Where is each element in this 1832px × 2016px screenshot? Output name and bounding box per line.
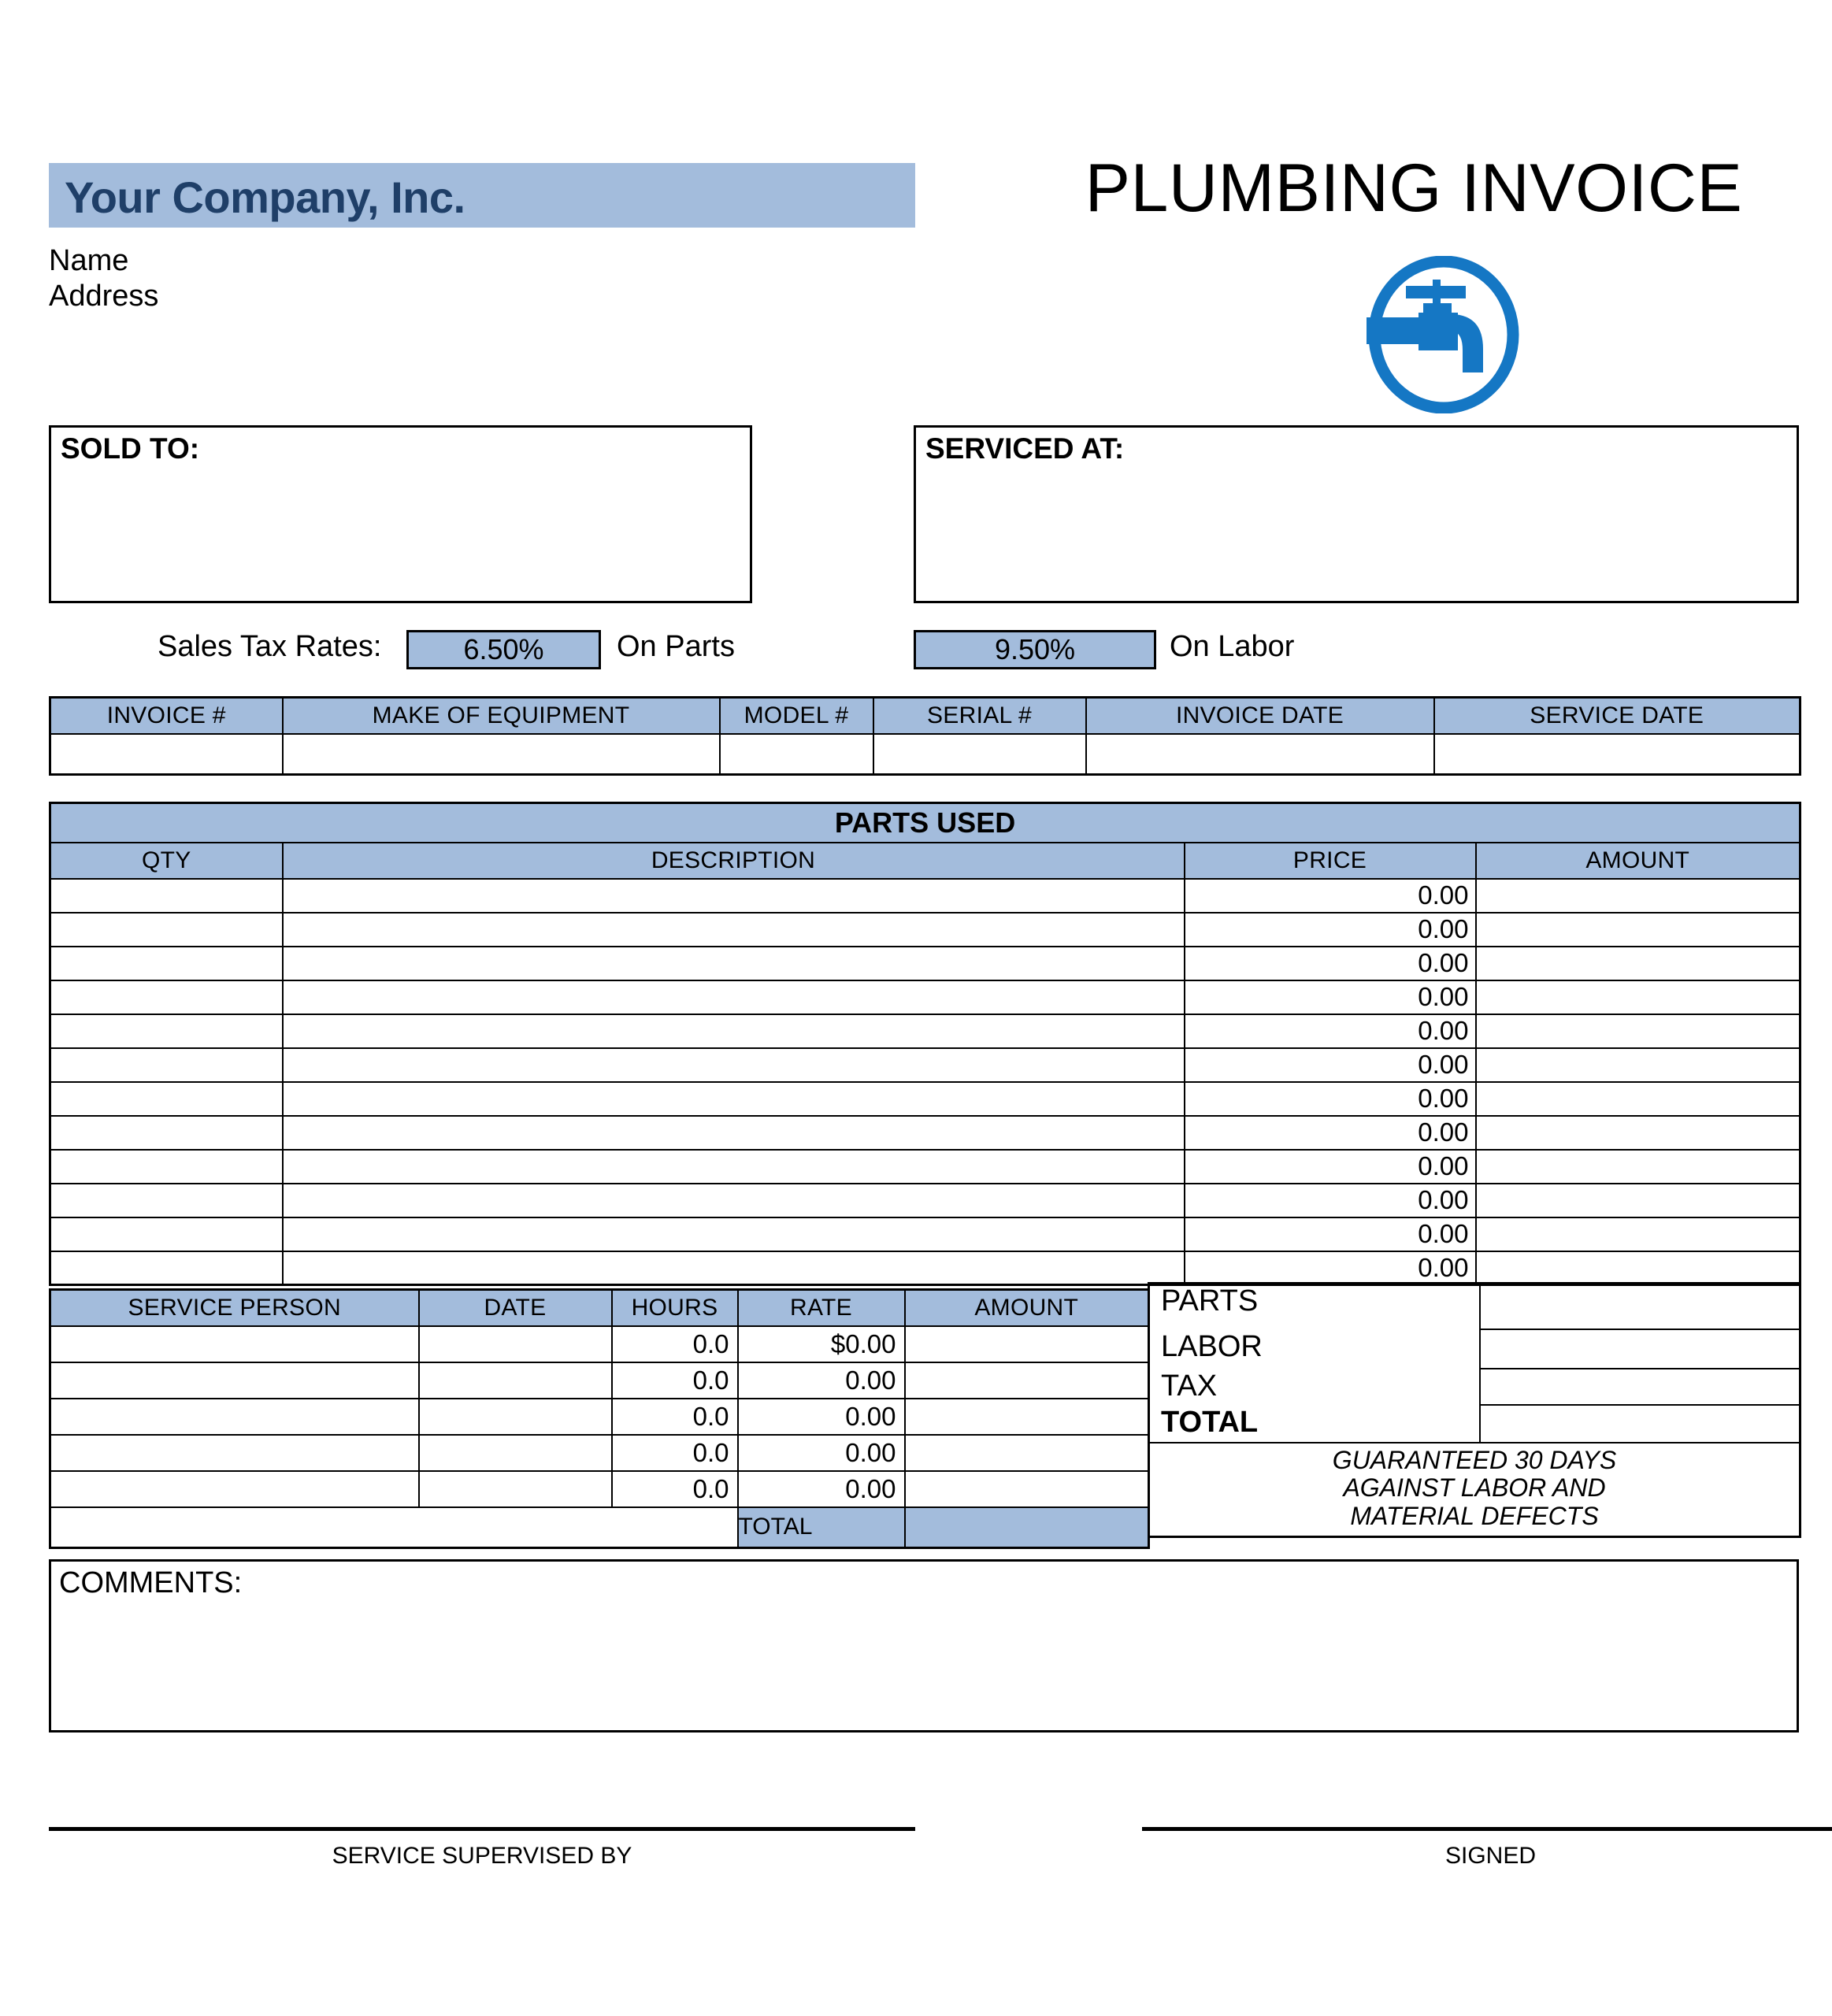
- tax-total-label: TAX: [1161, 1369, 1218, 1403]
- cell-description[interactable]: [283, 1217, 1185, 1251]
- col-date: DATE: [419, 1290, 612, 1326]
- cell-qty[interactable]: [50, 879, 283, 913]
- cell-service-person[interactable]: [50, 1362, 419, 1399]
- table-row: [50, 1150, 1800, 1184]
- col-service-person: SERVICE PERSON: [50, 1290, 419, 1326]
- spacer-cell: [612, 1507, 738, 1548]
- cell-date[interactable]: [419, 1435, 612, 1471]
- guarantee-line-2: AGAINST LABOR AND: [1343, 1473, 1606, 1503]
- col-hours: HOURS: [612, 1290, 738, 1326]
- cell-description[interactable]: [283, 980, 1185, 1014]
- table-row: [50, 1082, 1800, 1116]
- cell-amount[interactable]: [1476, 1150, 1800, 1184]
- cell-rate[interactable]: 0.00: [738, 1399, 905, 1435]
- cell-service-person[interactable]: [50, 1435, 419, 1471]
- grand-total-label: TOTAL: [1161, 1406, 1259, 1439]
- signed-signature-line[interactable]: [1142, 1827, 1832, 1831]
- cell-price[interactable]: 0.00: [1185, 913, 1476, 947]
- table-row: [50, 1184, 1800, 1217]
- service-rows: [50, 1326, 1149, 1507]
- cell-hours[interactable]: 0.0: [612, 1471, 738, 1507]
- cell-service-person[interactable]: [50, 1471, 419, 1507]
- totals-panel: [1148, 1282, 1801, 1538]
- cell-qty[interactable]: [50, 1251, 283, 1285]
- cell-rate[interactable]: $0.00: [738, 1326, 905, 1362]
- parts-used-table: [49, 802, 1801, 1286]
- table-row: [50, 1399, 1149, 1435]
- invoice-detail-table: [49, 696, 1801, 776]
- cell-date[interactable]: [419, 1471, 612, 1507]
- service-total-row: [50, 1507, 1149, 1548]
- cell-hours[interactable]: 0.0: [612, 1399, 738, 1435]
- cell-amount[interactable]: [905, 1326, 1149, 1362]
- cell-qty[interactable]: [50, 1184, 283, 1217]
- cell-rate[interactable]: 0.00: [738, 1362, 905, 1399]
- sold-to-label: SOLD TO:: [61, 432, 200, 465]
- col-price: PRICE: [1185, 843, 1476, 879]
- parts-rows: [50, 879, 1800, 1285]
- cell-hours[interactable]: 0.0: [612, 1326, 738, 1362]
- cell-amount[interactable]: [1476, 1082, 1800, 1116]
- cell-qty[interactable]: [50, 980, 283, 1014]
- cell-qty[interactable]: [50, 913, 283, 947]
- cell-serial-number[interactable]: [873, 734, 1086, 775]
- guarantee-line-3: MATERIAL DEFECTS: [1350, 1502, 1599, 1531]
- guarantee-note: [1149, 1443, 1800, 1537]
- cell-price[interactable]: 0.00: [1185, 1014, 1476, 1048]
- table-row: [50, 1116, 1800, 1150]
- cell-description[interactable]: [283, 1251, 1185, 1285]
- cell-description[interactable]: [283, 1048, 1185, 1082]
- cell-qty[interactable]: [50, 947, 283, 980]
- cell-amount[interactable]: [1476, 947, 1800, 980]
- spacer-cell: [419, 1507, 612, 1548]
- comments-box[interactable]: [49, 1559, 1799, 1732]
- table-row: [50, 1048, 1800, 1082]
- table-row: [50, 734, 1800, 775]
- col-make-of-equipment: MAKE OF EQUIPMENT: [283, 698, 720, 734]
- tax-total-value[interactable]: [1480, 1369, 1800, 1405]
- parts-section-title-row: [50, 803, 1800, 843]
- cell-service-date[interactable]: [1434, 734, 1800, 775]
- company-name: Your Company, Inc.: [65, 172, 465, 222]
- cell-amount[interactable]: [1476, 1251, 1800, 1285]
- cell-price[interactable]: 0.00: [1185, 1048, 1476, 1082]
- cell-qty[interactable]: [50, 1116, 283, 1150]
- cell-date[interactable]: [419, 1326, 612, 1362]
- col-qty: QTY: [50, 843, 283, 879]
- cell-amount[interactable]: [905, 1362, 1149, 1399]
- sold-to-box[interactable]: [49, 425, 752, 603]
- service-total-value[interactable]: [905, 1507, 1149, 1548]
- col-amount: AMOUNT: [1476, 843, 1800, 879]
- guarantee-line-1: GUARANTEED 30 DAYS: [1332, 1445, 1617, 1474]
- cell-description[interactable]: [283, 913, 1185, 947]
- table-row: [50, 1014, 1800, 1048]
- cell-hours[interactable]: 0.0: [612, 1435, 738, 1471]
- table-row: [50, 913, 1800, 947]
- totals-label-stack: [1149, 1284, 1480, 1443]
- parts-used-title: PARTS USED: [50, 803, 1800, 843]
- cell-rate[interactable]: 0.00: [738, 1471, 905, 1507]
- col-amount: AMOUNT: [905, 1290, 1149, 1326]
- on-parts-label: On Parts: [617, 630, 735, 663]
- grand-total-value[interactable]: [1480, 1405, 1800, 1443]
- serviced-at-label: SERVICED AT:: [925, 432, 1125, 465]
- table-row: [50, 1362, 1149, 1399]
- table-row: [50, 879, 1800, 913]
- service-labor-table: [49, 1288, 1150, 1549]
- cell-description[interactable]: [283, 1184, 1185, 1217]
- service-supervised-signature-line[interactable]: [49, 1827, 915, 1831]
- cell-qty[interactable]: [50, 1217, 283, 1251]
- table-row: [50, 1326, 1149, 1362]
- cell-price[interactable]: 0.00: [1185, 947, 1476, 980]
- cell-amount[interactable]: [905, 1471, 1149, 1507]
- guarantee-row: [1149, 1443, 1800, 1537]
- cell-price[interactable]: 0.00: [1185, 980, 1476, 1014]
- cell-qty[interactable]: [50, 1048, 283, 1082]
- cell-price[interactable]: 0.00: [1185, 1217, 1476, 1251]
- service-total-label: TOTAL: [738, 1507, 905, 1548]
- col-invoice-date: INVOICE DATE: [1086, 698, 1434, 734]
- table-row: [50, 1217, 1800, 1251]
- col-service-date: SERVICE DATE: [1434, 698, 1800, 734]
- cell-price[interactable]: 0.00: [1185, 1184, 1476, 1217]
- table-row: [50, 1251, 1800, 1285]
- comments-label: COMMENTS:: [59, 1566, 243, 1599]
- cell-description[interactable]: [283, 1014, 1185, 1048]
- cell-make-of-equipment[interactable]: [283, 734, 720, 775]
- signed-caption: SIGNED: [1444, 1843, 1537, 1869]
- cell-description[interactable]: [283, 1116, 1185, 1150]
- cell-description[interactable]: [283, 1082, 1185, 1116]
- cell-date[interactable]: [419, 1362, 612, 1399]
- cell-description[interactable]: [283, 947, 1185, 980]
- cell-price[interactable]: 0.00: [1185, 1116, 1476, 1150]
- cell-qty[interactable]: [50, 1150, 283, 1184]
- cell-amount[interactable]: [1476, 1184, 1800, 1217]
- cell-price[interactable]: 0.00: [1185, 1150, 1476, 1184]
- cell-model-number[interactable]: [720, 734, 873, 775]
- spacer-cell: [50, 1507, 419, 1548]
- table-row: [50, 947, 1800, 980]
- cell-date[interactable]: [419, 1399, 612, 1435]
- cell-description[interactable]: [283, 1150, 1185, 1184]
- cell-amount[interactable]: [1476, 1217, 1800, 1251]
- cell-amount[interactable]: [1476, 1048, 1800, 1082]
- cell-qty[interactable]: [50, 1014, 283, 1048]
- cell-amount[interactable]: [905, 1399, 1149, 1435]
- serviced-at-box[interactable]: [914, 425, 1799, 603]
- cell-service-person[interactable]: [50, 1399, 419, 1435]
- cell-invoice-date[interactable]: [1086, 734, 1434, 775]
- faucet-icon: [1365, 256, 1522, 413]
- table-row: [50, 980, 1800, 1014]
- company-name-field[interactable]: Name: [49, 244, 129, 277]
- cell-rate[interactable]: 0.00: [738, 1435, 905, 1471]
- cell-invoice-number[interactable]: [50, 734, 283, 775]
- cell-amount[interactable]: [1476, 1116, 1800, 1150]
- cell-amount[interactable]: [1476, 980, 1800, 1014]
- labor-total-value[interactable]: [1480, 1329, 1800, 1369]
- col-rate: RATE: [738, 1290, 905, 1326]
- cell-amount[interactable]: [1476, 1014, 1800, 1048]
- table-header-row: [50, 843, 1800, 879]
- cell-qty[interactable]: [50, 1082, 283, 1116]
- cell-hours[interactable]: 0.0: [612, 1362, 738, 1399]
- company-address-field[interactable]: Address: [49, 280, 159, 313]
- totals-row-parts: [1149, 1284, 1800, 1329]
- cell-price[interactable]: 0.00: [1185, 879, 1476, 913]
- parts-total-label: PARTS: [1161, 1284, 1259, 1317]
- cell-price[interactable]: 0.00: [1185, 1082, 1476, 1116]
- on-labor-label: On Labor: [1170, 630, 1295, 663]
- table-row: [50, 1435, 1149, 1471]
- parts-total-value[interactable]: [1480, 1284, 1800, 1329]
- cell-amount[interactable]: [1476, 879, 1800, 913]
- sales-tax-rates-label: Sales Tax Rates:: [158, 630, 382, 663]
- service-supervised-caption: SERVICE SUPERVISED BY: [332, 1843, 632, 1869]
- cell-description[interactable]: [283, 879, 1185, 913]
- col-invoice-number: INVOICE #: [50, 698, 283, 734]
- col-model-number: MODEL #: [720, 698, 873, 734]
- cell-price[interactable]: 0.00: [1185, 1251, 1476, 1285]
- cell-amount[interactable]: [905, 1435, 1149, 1471]
- labor-total-label: LABOR: [1161, 1330, 1263, 1363]
- col-serial-number: SERIAL #: [873, 698, 1086, 734]
- table-header-row: [50, 1290, 1149, 1326]
- parts-tax-rate-field[interactable]: 6.50%: [406, 630, 601, 669]
- table-row: [50, 1471, 1149, 1507]
- col-description: DESCRIPTION: [283, 843, 1185, 879]
- table-header-row: [50, 698, 1800, 734]
- cell-service-person[interactable]: [50, 1326, 419, 1362]
- page-title: PLUMBING INVOICE: [1085, 150, 1743, 226]
- cell-amount[interactable]: [1476, 913, 1800, 947]
- labor-tax-rate-field[interactable]: 9.50%: [914, 630, 1156, 669]
